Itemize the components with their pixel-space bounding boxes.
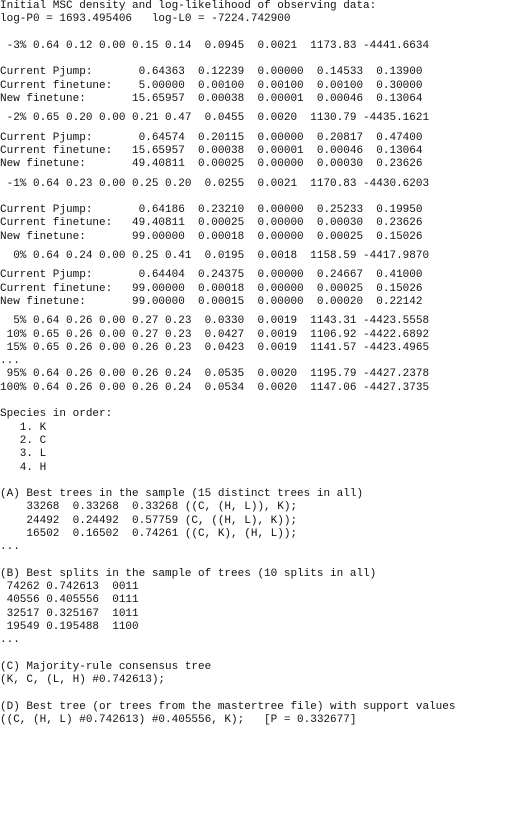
output-line: Current Pjump: 0.64186 0.23210 0.00000 0.25233 0.19950 [0,204,423,217]
output-line: -2% 0.65 0.20 0.00 0.21 0.47 0.0455 0.0020 1130.79 -4435.1621 [0,112,430,125]
output-line: 0% 0.64 0.24 0.00 0.25 0.41 0.0195 0.0018 1158.59 -4417.9870 [0,250,430,263]
output-line: New finetune: 99.00000 0.00015 0.00000 0.00020 0.22142 [0,295,423,308]
output-line: 2. C [0,434,47,447]
output-line: Current finetune: 5.00000 0.00100 0.00100 0.00100 0.30000 [0,79,423,92]
blank-line [0,555,520,568]
output-line: -1% 0.64 0.23 0.00 0.25 0.20 0.0255 0.0021 1170.83 -4430.6203 [0,177,430,190]
output-line: 1. K [0,421,47,434]
output-line: New finetune: 99.00000 0.00018 0.00000 0.00025 0.15026 [0,230,423,243]
blank-line [0,648,520,661]
output-line: ... [0,541,20,554]
output-line: Species in order: [0,408,113,421]
output-line: 5% 0.64 0.26 0.00 0.27 0.23 0.0330 0.0019 1143.31 -4423.5558 [0,315,430,328]
blank-line [0,475,520,488]
output-line: 74262 0.742613 0011 [0,581,139,594]
output-line: Initial MSC density and log-likelihood of observing data: [0,0,377,12]
output-line: New finetune: 15.65957 0.00038 0.00001 0.00046 0.13064 [0,93,423,106]
output-line: 10% 0.65 0.26 0.00 0.27 0.23 0.0427 0.0019 1106.92 -4422.6892 [0,328,430,341]
output-line: 40556 0.405556 0111 [0,594,139,607]
output-line: Current Pjump: 0.64404 0.24375 0.00000 0.24667 0.41000 [0,269,423,282]
output-line: (B) Best splits in the sample of trees (10 splits in all) [0,567,377,580]
output-line: Current finetune: 15.65957 0.00038 0.00001 0.00046 0.13064 [0,144,423,157]
output-line: 15% 0.65 0.26 0.00 0.26 0.23 0.0423 0.0019 1141.57 -4423.4965 [0,341,430,354]
blank-line [0,53,520,66]
blank-line [0,395,520,408]
output-line: (D) Best tree (or trees from the mastertree file) with support values [0,700,456,713]
output-line: 100% 0.64 0.26 0.00 0.26 0.24 0.0534 0.0020 1147.06 -4427.3735 [0,381,430,394]
output-line: log-P0 = 1693.495406 log-L0 = -7224.742900 [0,13,291,26]
output-line: -3% 0.64 0.12 0.00 0.15 0.14 0.0945 0.0021 1173.83 -4441.6634 [0,39,430,52]
output-line: New finetune: 49.40811 0.00025 0.00000 0.00030 0.23626 [0,158,423,171]
output-line: (C) Majority-rule consensus tree [0,660,212,673]
blank-line [0,688,520,701]
output-line: Current finetune: 49.40811 0.00025 0.00000 0.00030 0.23626 [0,217,423,230]
output-line: 3. L [0,448,47,461]
output-line: Current Pjump: 0.64574 0.20115 0.00000 0.20817 0.47400 [0,131,423,144]
blank-line [0,191,520,204]
output-line: ... [0,355,20,368]
output-line: 4. H [0,461,47,474]
output-line: 32517 0.325167 1011 [0,607,139,620]
output-line: ... [0,634,20,647]
blank-line [0,27,520,40]
output-line: 24492 0.24492 0.57759 (C, ((H, L), K)); [0,514,298,527]
output-line: 16502 0.16502 0.74261 ((C, K), (H, L)); [0,527,298,540]
output-line: Current Pjump: 0.64363 0.12239 0.00000 0.14533 0.13900 [0,66,423,79]
output-line: ((C, (H, L) #0.742613) #0.405556, K); [P = 0.332677] [0,714,357,727]
output-line: (K, C, (L, H) #0.742613); [0,674,166,687]
output-line: 95% 0.64 0.26 0.00 0.26 0.24 0.0535 0.0020 1195.79 -4427.2378 [0,368,430,381]
output-line: 19549 0.195488 1100 [0,621,139,634]
output-line: (A) Best trees in the sample (15 distinct trees in all) [0,488,364,501]
output-line: Current finetune: 99.00000 0.00018 0.00000 0.00025 0.15026 [0,282,423,295]
output-line: 33268 0.33268 0.33268 ((C, (H, L)), K); [0,501,298,514]
